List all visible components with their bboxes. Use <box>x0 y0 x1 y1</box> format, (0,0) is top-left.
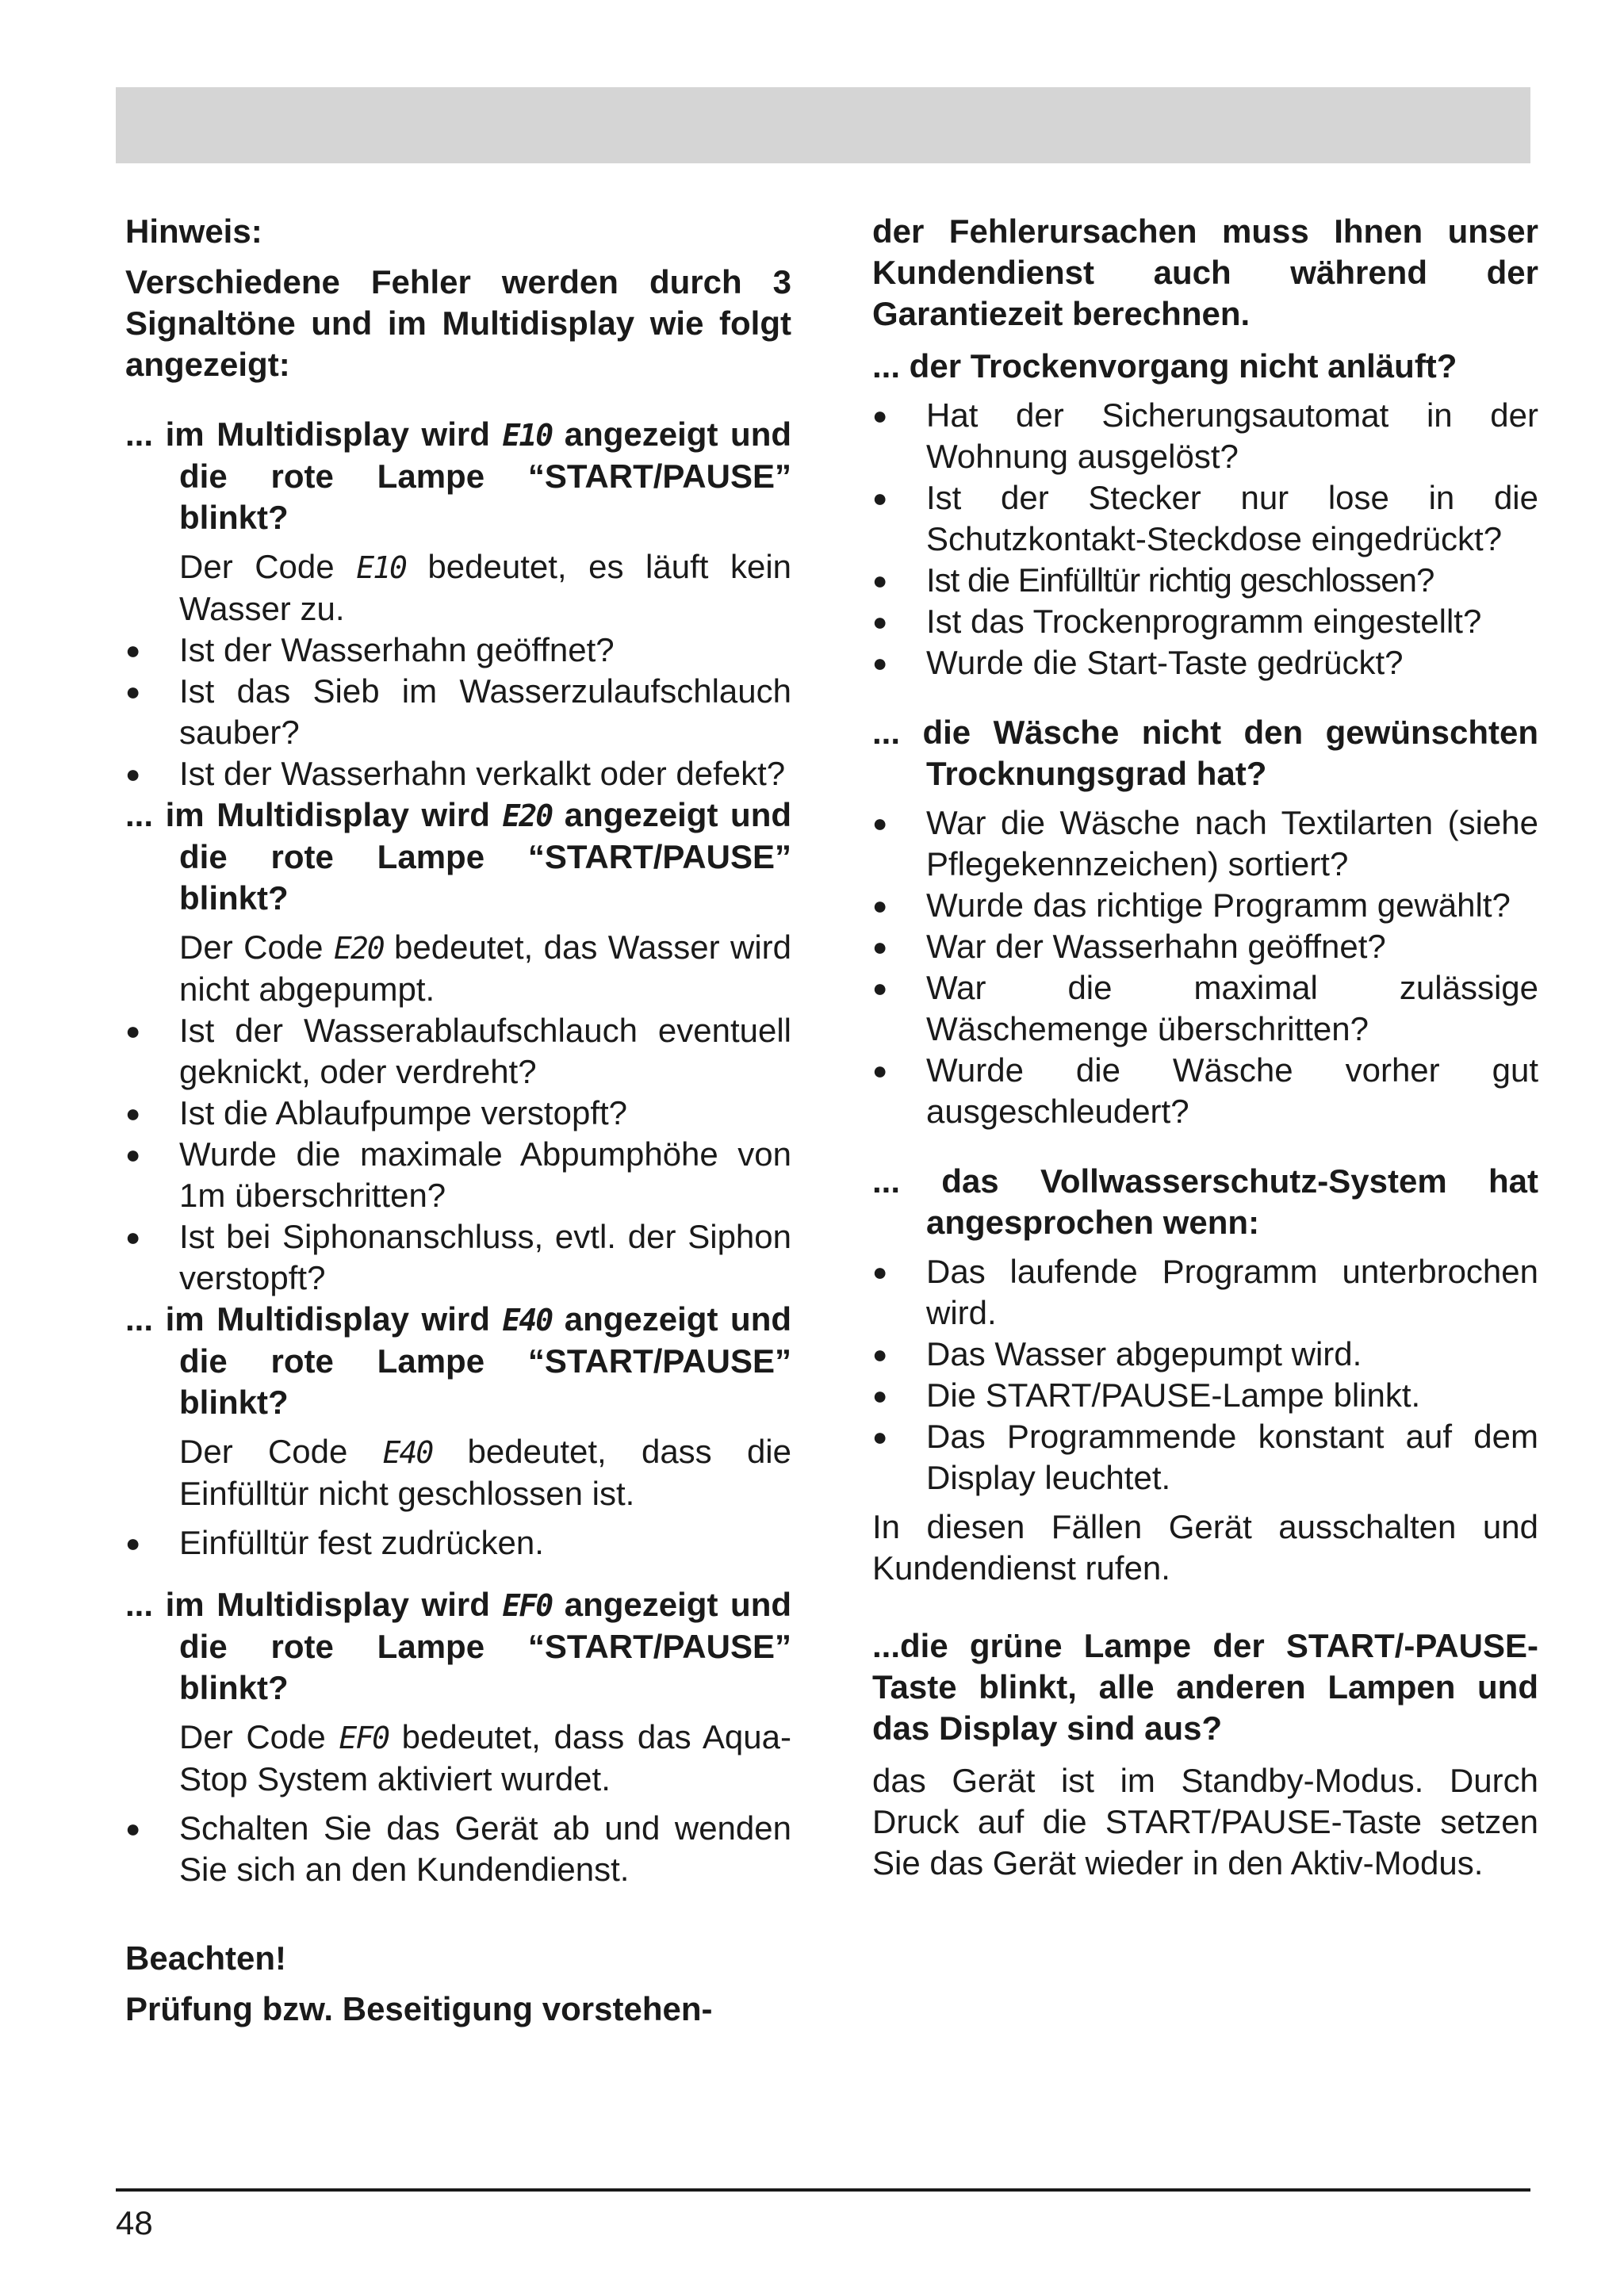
bullet-icon: ● <box>125 1016 141 1045</box>
list-item <box>872 967 1538 1050</box>
error-code: E20 <box>333 931 384 966</box>
list-item <box>125 1522 791 1564</box>
bullet-icon: ● <box>872 932 888 961</box>
ef0-description: Der Code EF0 bedeutet, dass das Aqua-Stop System aktiviert wurdet. <box>179 1718 791 1797</box>
bullet-icon: ● <box>872 1056 888 1085</box>
e20-description: Der Code E20 bedeutet, das Wasser wird nicht abgepumpt. <box>179 928 791 1008</box>
bullet-icon: ● <box>872 809 888 837</box>
list-item <box>872 885 1538 926</box>
e40-description: Der Code E40 bedeutet, dass die Einfülltür nicht geschlossen ist. <box>179 1433 791 1512</box>
e40-question: ... im Multidisplay wird E40 angezeigt und die rote Lampe “START/PAUSE” blinkt? <box>125 1300 791 1421</box>
list-item <box>872 1416 1538 1499</box>
list-item <box>125 1808 791 1890</box>
pruefung-text: Prüfung bzw. Beseitigung vorstehen- <box>125 1990 713 2027</box>
bullet-text: Ist die Ablaufpumpe verstopft? <box>179 1094 628 1131</box>
list-item <box>125 1093 791 1134</box>
bullet-icon: ● <box>125 1814 141 1843</box>
list-item <box>872 1375 1538 1416</box>
bullet-icon: ● <box>872 891 888 920</box>
bullet-icon: ● <box>872 649 888 677</box>
bullet-text: Das Wasser abgepumpt wird. <box>926 1335 1362 1372</box>
bullet-text: Das Programmende konstant auf dem Display leuchtet. <box>926 1418 1538 1496</box>
standby-text: das Gerät ist im Standby-Modus. Durch Druck auf die START/PAUSE-Taste setzen Sie das Gerät wieder in den Aktiv-Modus. <box>872 1762 1538 1882</box>
error-code: EF0 <box>339 1721 389 1755</box>
bullet-text: Die START/PAUSE-Lampe blinkt. <box>926 1376 1421 1414</box>
standby-question: ...die grüne Lampe der START/-PAUSE-Taste blinkt, alle anderen Lampen und das Display sind aus? <box>872 1627 1538 1747</box>
list-item <box>872 560 1538 601</box>
error-code: EF0 <box>502 1588 553 1623</box>
bullet-icon: ● <box>872 1422 888 1451</box>
bullet-icon: ● <box>872 566 888 595</box>
e10-question: ... im Multidisplay wird E10 angezeigt und die rote Lampe “START/PAUSE” blinkt? <box>125 415 791 536</box>
vollwasser-question: ... das Vollwasserschutz-System hat angesprochen wenn: <box>872 1162 1538 1241</box>
e10-description: Der Code E10 bedeutet, es läuft kein Wasser zu. <box>179 548 792 627</box>
error-code: E40 <box>382 1435 433 1470</box>
bullet-text: Ist das Sieb im Wasserzulaufschlauch sauber? <box>179 672 791 751</box>
trocken-question: ... der Trockenvorgang nicht anläuft? <box>872 347 1457 385</box>
error-code: E10 <box>502 418 553 453</box>
list-item <box>872 477 1538 560</box>
error-code: E20 <box>502 798 553 833</box>
continuation-text: der Fehlerursachen muss Ihnen unser Kundendienst auch während der Garantiezeit berechnen. <box>872 212 1538 332</box>
header-band <box>116 87 1530 163</box>
bullet-text: Ist der Wasserablaufschlauch eventuell geknickt, oder verdreht? <box>179 1012 791 1090</box>
list-item <box>872 642 1538 683</box>
bullet-icon: ● <box>872 1340 888 1369</box>
bullet-text: Wurde die Wäsche vorher gut ausgeschleudert? <box>926 1051 1538 1130</box>
bullet-icon: ● <box>872 1381 888 1410</box>
bullet-text: Hat der Sicherungsautomat in der Wohnung ausgelöst? <box>926 396 1538 475</box>
footer-rule <box>116 2188 1530 2192</box>
vollwasser-note: In diesen Fällen Gerät ausschalten und Kundendienst rufen. <box>872 1508 1538 1587</box>
intro-text: Verschiedene Fehler werden durch 3 Signaltöne und im Multidisplay wie folgt angezeigt: <box>125 263 791 383</box>
bullet-text: War der Wasserhahn geöffnet? <box>926 928 1386 965</box>
bullet-text: Wurde das richtige Programm gewählt? <box>926 886 1511 924</box>
hinweis-heading: Hinweis: <box>125 212 262 250</box>
list-item <box>872 601 1538 642</box>
list-item <box>872 1334 1538 1375</box>
error-code: E40 <box>502 1303 553 1338</box>
bullet-text: Wurde die Start-Taste gedrückt? <box>926 644 1404 681</box>
bullet-icon: ● <box>125 1223 141 1251</box>
e20-question: ... im Multidisplay wird E20 angezeigt und die rote Lampe “START/PAUSE” blinkt? <box>125 796 791 917</box>
list-item <box>125 630 791 671</box>
bullet-icon: ● <box>125 1099 141 1127</box>
bullet-icon: ● <box>872 974 888 1002</box>
bullet-text: Einfülltür fest zudrücken. <box>179 1524 544 1561</box>
list-item <box>125 1216 791 1299</box>
list-item <box>872 395 1538 477</box>
bullet-icon: ● <box>872 401 888 430</box>
right-column <box>872 211 1538 1884</box>
bullet-text: Ist die Einfülltür richtig geschlossen? <box>926 561 1434 599</box>
list-item <box>872 926 1538 967</box>
bullet-icon: ● <box>125 677 141 706</box>
bullet-icon: ● <box>872 607 888 636</box>
bullet-text: Ist das Trockenprogramm eingestellt? <box>926 603 1482 640</box>
bullet-text: Ist der Stecker nur lose in die Schutzkontakt-Steckdose eingedrückt? <box>926 479 1538 557</box>
list-item <box>125 1010 791 1093</box>
bullet-text: Schalten Sie das Gerät ab und wenden Sie sich an den Kundendienst. <box>179 1809 791 1888</box>
bullet-icon: ● <box>872 1258 888 1286</box>
list-item <box>125 753 791 794</box>
waesche-question: ... die Wäsche nicht den gewünschten Trocknungsgrad hat? <box>872 714 1538 792</box>
bullet-icon: ● <box>125 1140 141 1169</box>
list-item <box>125 1134 791 1216</box>
bullet-icon: ● <box>125 1529 141 1557</box>
bullet-text: War die maximal zulässige Wäschemenge überschritten? <box>926 969 1538 1047</box>
bullet-text: Ist der Wasserhahn geöffnet? <box>179 631 615 668</box>
bullet-text: Ist bei Siphonanschluss, evtl. der Siphon verstopft? <box>179 1218 791 1296</box>
list-item <box>125 671 791 753</box>
ef0-question: ... im Multidisplay wird EF0 angezeigt und die rote Lampe “START/PAUSE” blinkt? <box>125 1586 791 1706</box>
page-number: 48 <box>116 2204 153 2241</box>
bullet-icon: ● <box>125 760 141 788</box>
beachten-heading: Beachten! <box>125 1939 287 1977</box>
bullet-text: Ist der Wasserhahn verkalkt oder defekt? <box>179 755 786 792</box>
list-item <box>872 1251 1538 1334</box>
list-item <box>872 1050 1538 1132</box>
bullet-text: Wurde die maximale Abpumphöhe von 1m überschritten? <box>179 1135 791 1214</box>
bullet-icon: ● <box>125 636 141 664</box>
bullet-text: Das laufende Programm unterbrochen wird. <box>926 1253 1538 1331</box>
error-code: E10 <box>356 550 406 585</box>
bullet-icon: ● <box>872 484 888 512</box>
left-column <box>125 211 791 2030</box>
bullet-text: War die Wäsche nach Textilarten (siehe Pflegekennzeichen) sortiert? <box>926 804 1538 882</box>
list-item <box>872 802 1538 885</box>
